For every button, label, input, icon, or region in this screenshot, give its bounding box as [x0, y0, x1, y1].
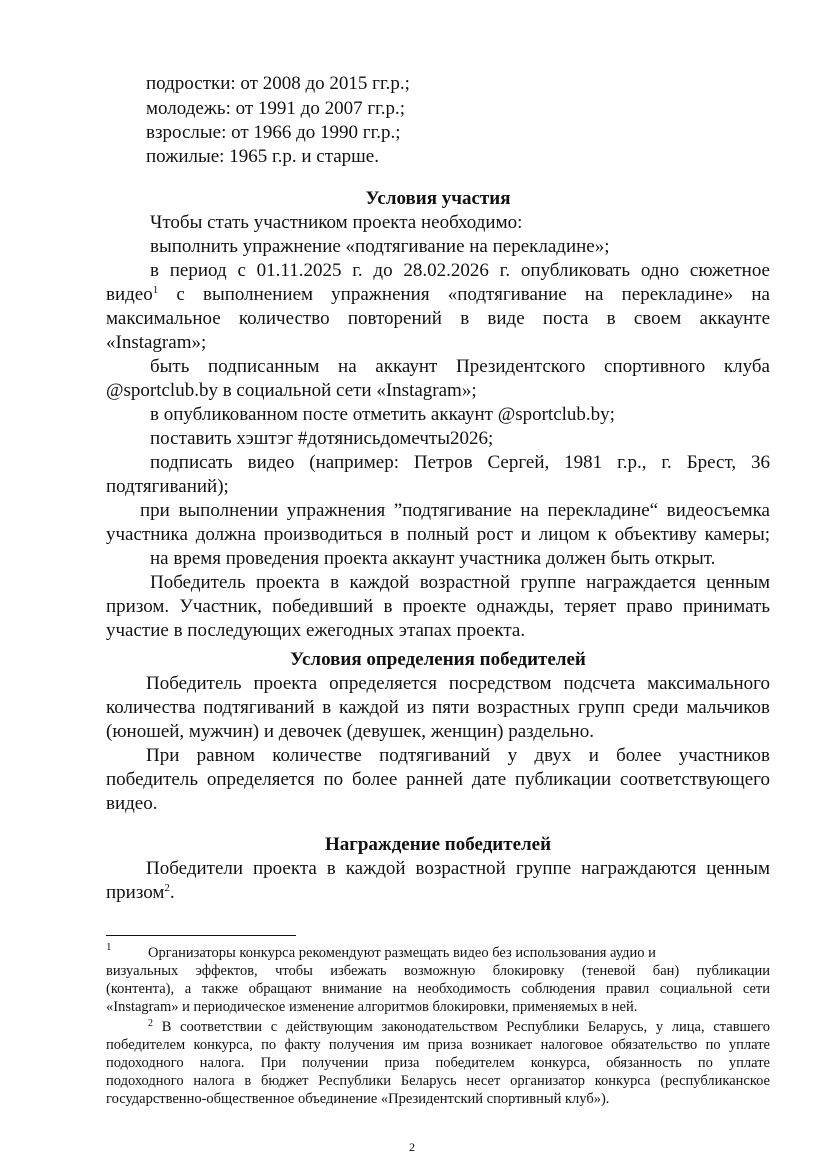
awards-line2 — [106, 881, 175, 905]
conditions-intro: Чтобы стать участником проекта необходимо: — [150, 212, 523, 233]
condition-subscribe-line2: @sportclub.by в социальной сети «Instagram»; — [106, 380, 477, 401]
winners-def-p1-line2: количества подтягиваний в каждой из пяти возрастных групп среди мальчиков — [106, 697, 770, 718]
condition-hashtag: поставить хэштэг #дотянисьдомечты2026; — [150, 428, 494, 449]
age-group-seniors: пожилые: 1965 г.р. и старше. — [146, 146, 379, 167]
condition-exercise: выполнить упражнение «подтягивание на перекладине»; — [150, 236, 610, 257]
awards-line1: Победители проекта в каждой возрастной группе награждаются ценным — [146, 858, 770, 879]
prize-line1: Победитель проекта в каждой возрастной группе награждается ценным — [150, 572, 770, 593]
footnote-2-line1-text: В соответствии с действующим законодательством Республики Беларусь, у лица, ставшего — [153, 1019, 770, 1035]
winners-def-p1-line3: (юношей, мужчин) и девочек (девушек, женщин) раздельно. — [106, 721, 594, 742]
awards-word: призом — [106, 882, 165, 903]
awards-period: . — [169, 882, 175, 903]
footnote-1-mark: 1 — [106, 941, 112, 953]
condition-publish-word: видео — [106, 284, 153, 305]
prize-line3: участие в последующих ежегодных этапах проекта. — [106, 620, 526, 641]
footnote-2-mark: 2 — [148, 1018, 153, 1029]
age-group-adults: взрослые: от 1966 до 1990 гг.р.; — [146, 122, 401, 143]
footnote-2-line1 — [148, 1018, 770, 1036]
footnote-ref-1: 1 — [152, 284, 159, 296]
condition-publish-rest: с выполнением упражнения «подтягивание на перекладине» на — [158, 284, 770, 305]
page-number: 2 — [409, 1140, 415, 1154]
footnote-1-line4: «Instagram» и периодическое изменение алгоритмов блокировки, применяемых в ней. — [106, 999, 638, 1015]
winners-def-p2-line3: видео. — [106, 793, 158, 814]
conditions-heading: Условия участия — [365, 188, 511, 209]
age-group-teens: подростки: от 2008 до 2015 гг.р.; — [146, 73, 410, 94]
condition-tag-account: в опубликованном посте отметить аккаунт @sportclub.by; — [150, 404, 615, 425]
winners-def-p1-line1: Победитель проекта определяется посредством подсчета максимального — [146, 673, 770, 694]
condition-publish-line4: «Instagram»; — [106, 332, 207, 353]
footnote-1-line1: Организаторы конкурса рекомендуют размещать видео без использования аудио и — [148, 945, 656, 961]
condition-filming-line1: при выполнении упражнения ”подтягивание на перекладине“ видеосъемка — [140, 500, 770, 521]
footnote-2-line3: подоходного налога. При получении приза победителем конкурса, обязанность по уплате — [106, 1055, 770, 1071]
condition-filming-line2: участника должна производиться в полный рост и лицом к объективу камеры; — [106, 524, 770, 545]
footnote-2-line2: победителем конкурса, по факту получения им приза возникает налоговое обязательство по уплате — [106, 1037, 770, 1053]
footnote-2-line5: государственно-общественное объединение «Президентский спортивный клуб»). — [106, 1091, 610, 1107]
footnote-separator — [106, 935, 296, 936]
condition-open-account: на время проведения проекта аккаунт участника должен быть открыт. — [150, 548, 716, 569]
condition-publish-line2 — [106, 283, 770, 307]
footnote-ref-2: 2 — [164, 882, 170, 894]
condition-publish-line3: максимальное количество повторений в виде поста в своем аккаунте — [106, 308, 770, 329]
age-group-youth: молодежь: от 1991 до 2007 гг.р.; — [146, 98, 406, 119]
condition-publish-line1: в период с 01.11.2025 г. до 28.02.2026 г. опубликовать одно сюжетное — [150, 260, 770, 281]
winners-def-p2-line2: победитель определяется по более ранней дате публикации соответствующего — [106, 769, 770, 790]
condition-caption-line2: подтягиваний); — [106, 476, 229, 497]
prize-line2: призом. Участник, победивший в проекте однажды, теряет право принимать — [106, 596, 770, 617]
footnote-1-line2: визуальных эффектов, чтобы избежать возможную блокировку (теневой бан) публикации — [106, 963, 770, 979]
condition-caption-line1: подписать видео (например: Петров Сергей, 1981 г.р., г. Брест, 36 — [150, 452, 770, 473]
awards-heading: Награждение победителей — [324, 834, 552, 855]
footnote-1-line3: (контента), а также обращают внимание на необходимость соблюдения правил социальной сети — [106, 981, 770, 997]
winners-def-p2-line1: При равном количестве подтягиваний у двух и более участников — [146, 745, 770, 766]
winners-def-heading: Условия определения победителей — [290, 649, 586, 670]
footnote-2-line4: подоходного налога в бюджет Республики Беларусь несет организатор конкурса (республиканское — [106, 1073, 770, 1089]
condition-subscribe-line1: быть подписанным на аккаунт Президентского спортивного клуба — [150, 356, 770, 377]
